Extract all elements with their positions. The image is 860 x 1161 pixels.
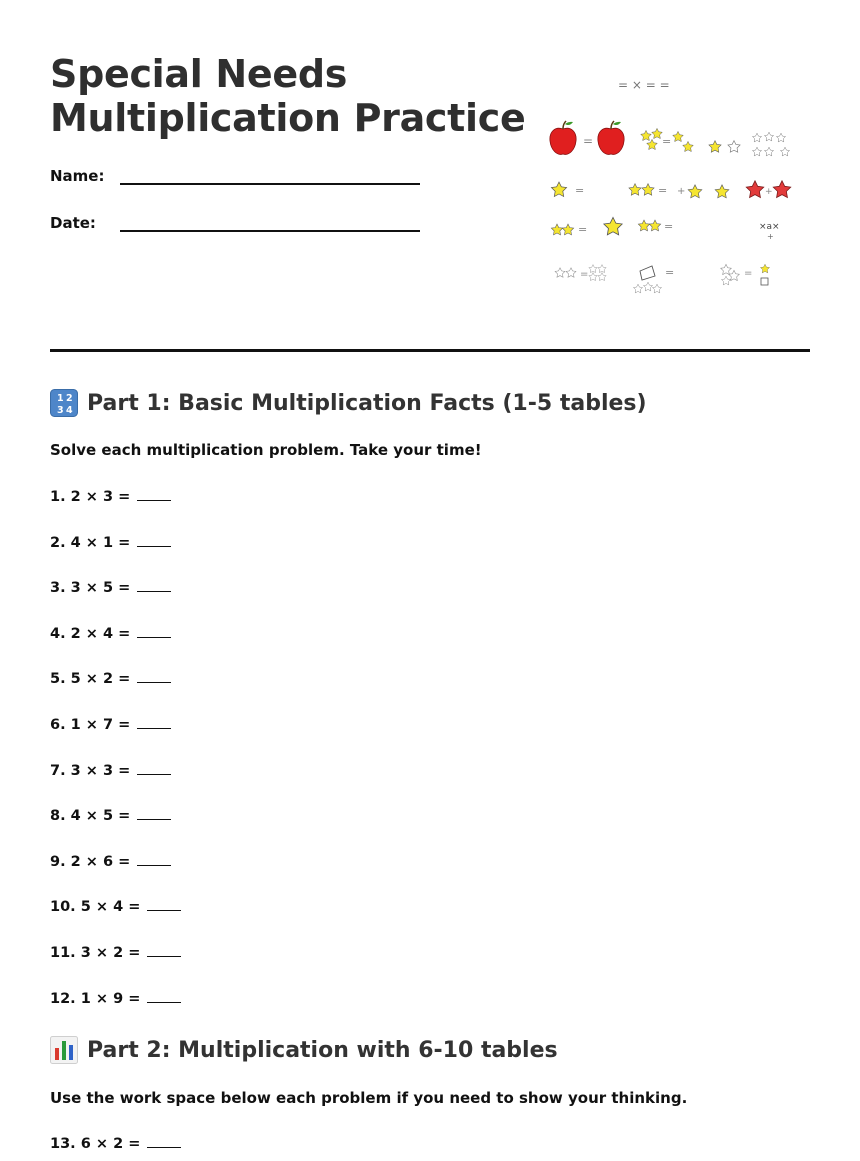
svg-text:=: =	[583, 134, 594, 148]
svg-text:=: =	[580, 269, 589, 280]
title-line-2: Multiplication Practice	[50, 96, 526, 140]
problem-item	[50, 944, 181, 961]
svg-text:=: =	[744, 268, 753, 279]
date-label: Date:	[50, 214, 96, 232]
answer-blank[interactable]	[137, 853, 171, 866]
problem-text: 8. 4 × 5 =	[50, 808, 131, 824]
page-title	[50, 52, 525, 140]
answer-blank[interactable]	[137, 670, 171, 683]
answer-blank[interactable]	[137, 762, 171, 775]
name-field	[50, 167, 430, 195]
answer-blank[interactable]	[137, 716, 171, 729]
date-field	[50, 214, 430, 242]
answer-blank[interactable]	[147, 1135, 181, 1148]
date-input-line[interactable]	[120, 230, 420, 232]
part2-heading	[50, 1036, 558, 1064]
problem-text: 1. 2 × 3 =	[50, 489, 131, 505]
header-divider	[50, 349, 810, 352]
problem-item	[50, 853, 171, 870]
answer-blank[interactable]	[147, 898, 181, 911]
problem-item	[50, 762, 171, 779]
svg-text:4: 4	[66, 405, 73, 416]
part1-heading	[50, 389, 647, 417]
problem-item	[50, 716, 171, 733]
problem-item	[50, 898, 181, 915]
svg-text:1: 1	[57, 393, 64, 404]
svg-text:=: =	[658, 184, 668, 197]
problem-text: 4. 2 × 4 =	[50, 626, 131, 642]
svg-text:3: 3	[57, 405, 64, 416]
problem-text: 5. 5 × 2 =	[50, 671, 131, 687]
apple-icon	[598, 121, 624, 154]
problem-text: 13. 6 × 2 =	[50, 1136, 141, 1152]
problem-item	[50, 625, 171, 642]
clipart-svg	[540, 70, 810, 310]
problem-item	[50, 579, 171, 596]
part2-heading-text: Part 2: Multiplication with 6-10 tables	[87, 1037, 558, 1063]
answer-blank[interactable]	[137, 625, 171, 638]
svg-text:=: =	[665, 266, 675, 279]
answer-blank[interactable]	[137, 579, 171, 592]
answer-blank[interactable]	[137, 534, 171, 547]
answer-blank[interactable]	[137, 807, 171, 820]
svg-text:=: =	[662, 135, 672, 148]
title-line-1: Special Needs	[50, 52, 348, 96]
svg-text:+: +	[765, 187, 773, 197]
problem-text: 12. 1 × 9 =	[50, 991, 141, 1007]
bar-chart-icon	[50, 1036, 78, 1064]
part1-instructions: Solve each multiplication problem. Take your time!	[50, 441, 482, 459]
problem-text: 9. 2 × 6 =	[50, 854, 131, 870]
svg-text:=: =	[664, 220, 674, 233]
svg-text:=: =	[578, 223, 588, 236]
clipart-illustration	[540, 70, 810, 310]
name-label: Name:	[50, 167, 105, 185]
problem-text: 2. 4 × 1 =	[50, 535, 131, 551]
part2-instructions: Use the work space below each problem if you need to show your thinking.	[50, 1089, 688, 1107]
svg-text:+: +	[677, 186, 686, 197]
svg-text:+: +	[767, 232, 774, 241]
answer-blank[interactable]	[147, 944, 181, 957]
part1-heading-text: Part 1: Basic Multiplication Facts (1-5 tables)	[87, 390, 647, 416]
answer-blank[interactable]	[137, 488, 171, 501]
problem-text: 11. 3 × 2 =	[50, 945, 141, 961]
problem-text: 6. 1 × 7 =	[50, 717, 131, 733]
svg-text:2: 2	[66, 393, 73, 404]
name-input-line[interactable]	[120, 183, 420, 185]
problem-item	[50, 1135, 181, 1152]
problem-text: 10. 5 × 4 =	[50, 899, 141, 915]
problem-item	[50, 807, 171, 824]
problem-item	[50, 670, 171, 687]
problem-item	[50, 488, 171, 505]
svg-text:=: =	[575, 184, 585, 197]
problem-text: 7. 3 × 3 =	[50, 763, 131, 779]
apple-icon	[550, 121, 576, 154]
answer-blank[interactable]	[147, 990, 181, 1003]
input-numbers-icon	[50, 389, 78, 417]
problem-item	[50, 534, 171, 551]
problem-item	[50, 990, 181, 1007]
clipart-small-label: ×a×	[759, 222, 780, 232]
clipart-top-symbols: = × = =	[618, 78, 670, 92]
problem-text: 3. 3 × 5 =	[50, 580, 131, 596]
